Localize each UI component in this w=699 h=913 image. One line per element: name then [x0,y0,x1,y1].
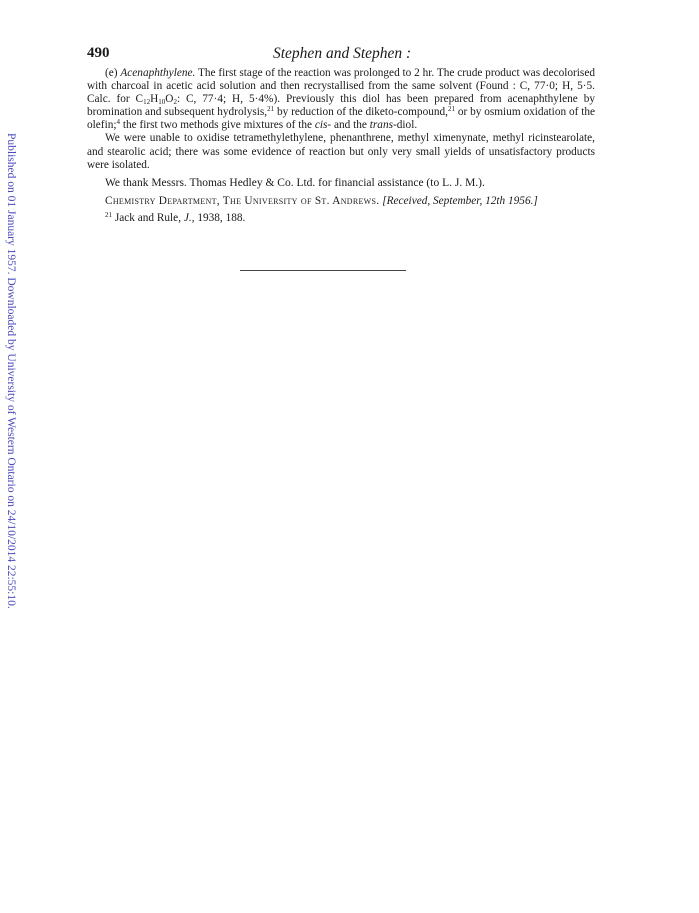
footnote-reference [87,212,595,225]
subscript: 10 [158,98,166,107]
footnote-text: , 1938, 188. [191,211,246,224]
received-date: [Received, September, 12th 1956.] [382,194,538,207]
paragraph-acenaphthylene [87,67,595,132]
paragraph-oxidation: We were unable to oxidise tetramethylethylene, phenanthrene, methyl ximenynate, methyl ricinstearolate, and stearolic acid; there was some evidence of reaction but only very small yields of unsatisfactory products were isolated. [87,132,595,171]
paragraph-text: : C, 77·4; H, 5·4%). Previously this diol has been prepared from acenaphthylene by bromination and subsequent hydrolysis, [87,93,595,119]
paragraph-text: O [165,93,174,106]
italic-term: cis [314,119,328,132]
end-rule [240,270,406,271]
citation-ref[interactable]: 21 [267,105,275,114]
paragraph-text: The first stage of the reaction was prolonged to 2 hr. The crude product was decolorised with charcoal in acetic acid solution and then recrystallised from the same solvent (Found : C, 77·0; H, 5·5. Calc. for C [87,67,595,106]
running-head: Stephen and Stephen : [273,45,412,62]
subscript: 2 [173,98,177,107]
paragraph-text: - and the [327,119,370,132]
page-header [87,45,595,67]
affiliation-line [87,195,595,208]
paragraph-text: or by osmium oxidation of the olefin; [87,106,595,132]
journal-name: J. [183,211,192,224]
download-watermark: Published on 01 January 1957. Downloaded by University of Western Ontario on 24/10/2014 22:55:10. [5,133,17,609]
page-number: 490 [87,45,110,61]
institution: Chemistry Department, The University of St. Andrews. [105,194,380,207]
footnote-number: 21 [105,210,112,219]
footnote-text: Jack and Rule, [112,211,184,224]
section-label: (e) [105,67,121,79]
article-body [87,67,595,225]
citation-ref[interactable]: 4 [116,118,120,127]
article-page [87,45,595,225]
acknowledgement: We thank Messrs. Thomas Hedley & Co. Ltd. for financial assistance (to L. J. M.). [105,176,485,189]
italic-term: trans [369,119,393,132]
paragraph-text: -diol. [393,119,418,132]
compound-name: Acenaphthylene. [120,67,196,79]
download-watermark-bar [0,0,22,913]
subscript: 12 [143,98,151,107]
paragraph-text: H [150,93,159,106]
paragraph-text: the first two methods give mixtures of the [120,119,315,132]
paragraph-text: by reduction of the diketo-compound, [274,106,448,119]
citation-ref[interactable]: 21 [448,105,455,114]
